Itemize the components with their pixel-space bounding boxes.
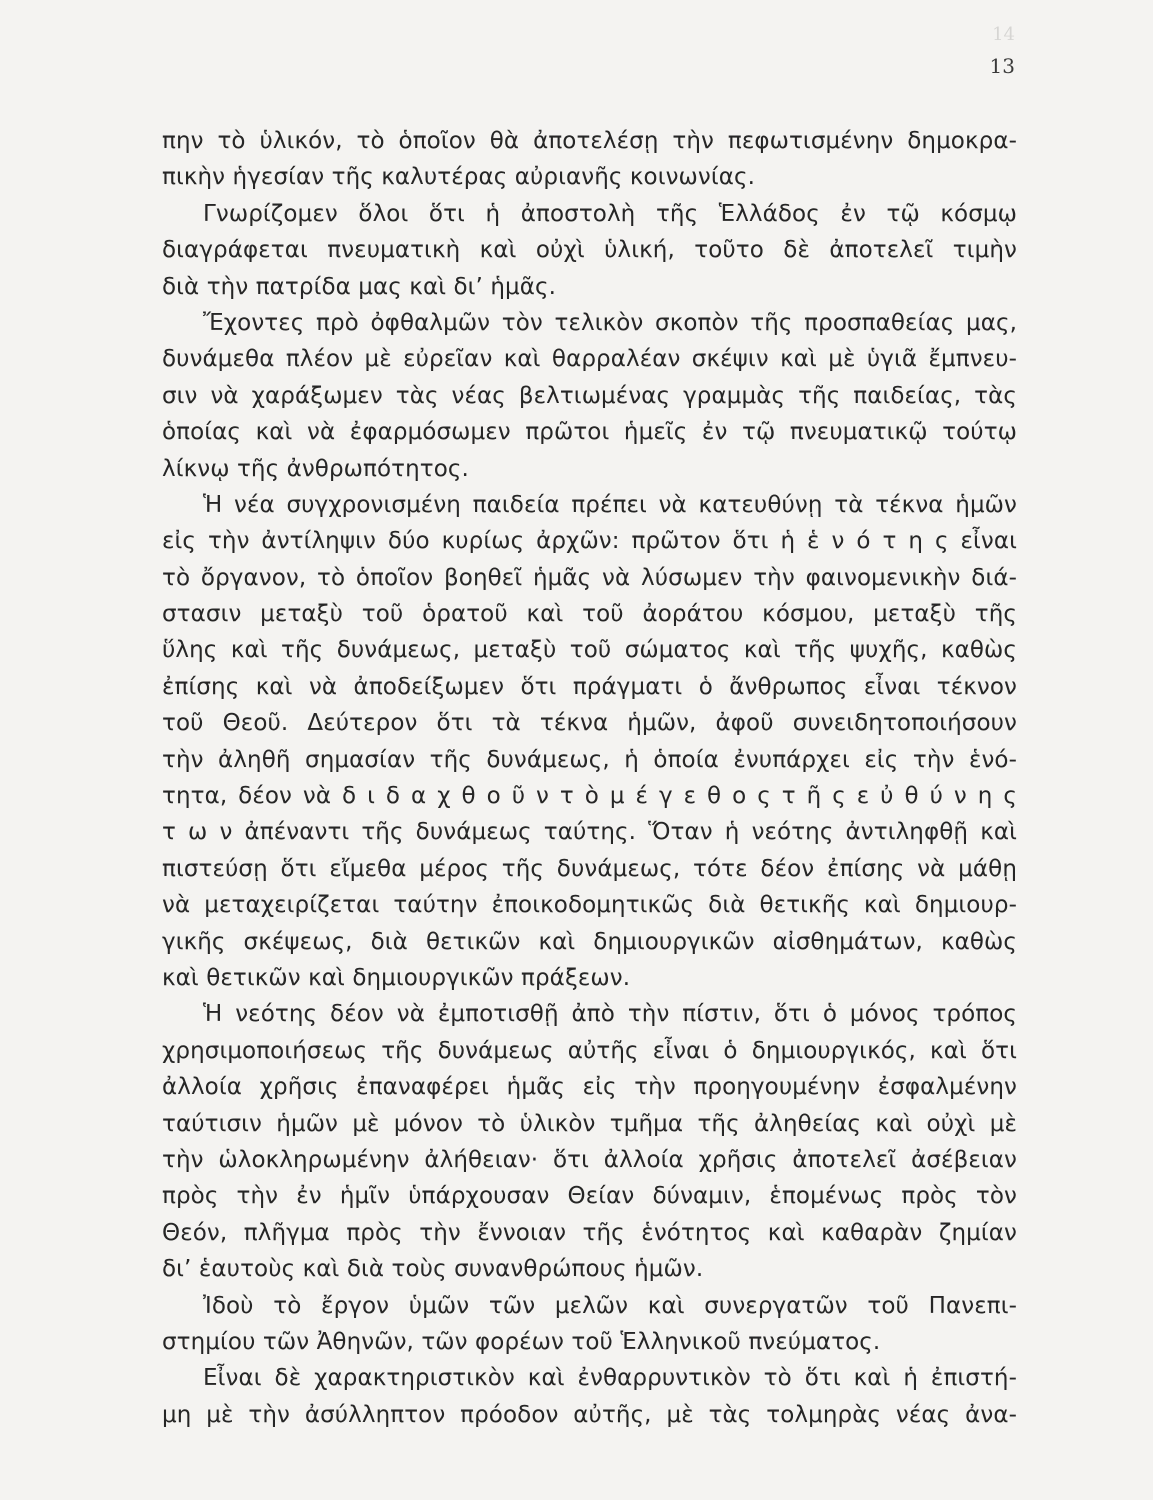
text-line: πρὸς τὴν ἐν ἡμῖν ὑπάρχουσαν Θείαν δύναμιν, ἑπομένως πρὸς τὸν <box>162 1183 1017 1210</box>
text-line: ὁποίας καὶ νὰ ἐφαρμόσωμεν πρῶτοι ἡμεῖς ἐν τῷ πνευματικῷ τούτῳ <box>162 419 1017 446</box>
ghost-page-number: 14 <box>992 24 1015 45</box>
text-line: στημίου τῶν Ἀθηνῶν, τῶν φορέων τοῦ Ἑλληνικοῦ πνεύματος. <box>162 1328 881 1355</box>
text-line: διαγράφεται πνευματικὴ καὶ οὐχὶ ὑλική, τοῦτο δὲ ἀποτελεῖ τιμὴν <box>162 237 1017 264</box>
page-number: 13 <box>989 54 1015 78</box>
text-line: δι’ ἑαυτοὺς καὶ διὰ τοὺς συνανθρώπους ἡμῶν. <box>162 1256 704 1283</box>
text-line: μη μὲ τὴν ἀσύλληπτον πρόοδον αὐτῆς, μὲ τὰς τολμηρὰς νέας ἀνα- <box>162 1401 1017 1428</box>
text-line: τὴν ἀληθῆ σημασίαν τῆς δυνάμεως, ἡ ὁποία ἐνυπάρχει εἰς τὴν ἑνό- <box>162 746 1017 773</box>
text-line: τ ω ν ἀπέναντι τῆς δυνάμεως ταύτης. Ὅταν ἡ νεότης ἀντιληφθῇ καὶ <box>162 819 1017 846</box>
text-line: Ἡ νέα συγχρονισμένη παιδεία πρέπει νὰ κατευθύνῃ τὰ τέκνα ἡμῶν <box>203 491 1017 518</box>
text-line: Ἔχοντες πρὸ ὀφθαλμῶν τὸν τελικὸν σκοπὸν τῆς προσπαθείας μας, <box>203 309 1017 336</box>
text-line: νὰ μεταχειρίζεται ταύτην ἐποικοδομητικῶς διὰ θετικῆς καὶ δημιουρ- <box>162 892 1017 919</box>
text-line: καὶ θετικῶν καὶ δημιουργικῶν πράξεων. <box>162 964 631 991</box>
text-line: ἀλλοία χρῆσις ἐπαναφέρει ἡμᾶς εἰς τὴν προηγουμένην ἐσφαλμένην <box>162 1074 1017 1101</box>
text-line: σιν νὰ χαράξωμεν τὰς νέας βελτιωμένας γραμμὰς τῆς παιδείας, τὰς <box>162 382 1017 409</box>
text-line: ταύτισιν ἡμῶν μὲ μόνον τὸ ὑλικὸν τμῆμα τῆς ἀληθείας καὶ οὐχὶ μὲ <box>162 1110 1017 1137</box>
text-line: τὸ ὄργανον, τὸ ὁποῖον βοηθεῖ ἡμᾶς νὰ λύσωμεν τὴν φαινομενικὴν διά- <box>162 564 1017 591</box>
text-line: πικὴν ἡγεσίαν τῆς καλυτέρας αὐριανῆς κοινωνίας. <box>162 164 756 191</box>
text-line: χρησιμοποιήσεως τῆς δυνάμεως αὐτῆς εἶναι ὁ δημιουργικός, καὶ ὅτι <box>162 1037 1017 1064</box>
text-line: εἰς τὴν ἀντίληψιν δύο κυρίως ἀρχῶν: πρῶτον ὅτι ἡ ἑ ν ό τ η ς εἶναι <box>162 528 1017 555</box>
text-line: Θεόν, πλῆγμα πρὸς τὴν ἔννοιαν τῆς ἑνότητος καὶ καθαρὰν ζημίαν <box>162 1219 1017 1246</box>
text-line: στασιν μεταξὺ τοῦ ὁρατοῦ καὶ τοῦ ἀοράτου κόσμου, μεταξὺ τῆς <box>162 601 1017 628</box>
text-line: διὰ τὴν πατρίδα μας καὶ δι’ ἡμᾶς. <box>162 273 557 300</box>
text-line: Εἶναι δὲ χαρακτηριστικὸν καὶ ἐνθαρρυντικὸν τὸ ὅτι καὶ ἡ ἐπιστή- <box>203 1365 1017 1392</box>
text-line: ἐπίσης καὶ νὰ ἀποδείξωμεν ὅτι πράγματι ὁ ἄνθρωπος εἶναι τέκνον <box>162 673 1017 700</box>
text-line: τὴν ὡλοκληρωμένην ἀλήθειαν· ὅτι ἀλλοία χρῆσις ἀποτελεῖ ἀσέβειαν <box>162 1146 1017 1173</box>
text-line: ὕλης καὶ τῆς δυνάμεως, μεταξὺ τοῦ σώματος καὶ τῆς ψυχῆς, καθὼς <box>162 637 1017 664</box>
text-line: λίκνῳ τῆς ἀνθρωπότητος. <box>162 455 469 482</box>
body-text <box>162 123 1017 1433</box>
text-line: πην τὸ ὑλικόν, τὸ ὁποῖον θὰ ἀποτελέσῃ τὴν πεφωτισμένην δημοκρα- <box>162 128 1017 154</box>
text-line: δυνάμεθα πλέον μὲ εὐρεῖαν καὶ θαρραλέαν σκέψιν καὶ μὲ ὑγιᾶ ἔμπνευ- <box>162 346 1017 373</box>
text-line: πιστεύσῃ ὅτι εἴμεθα μέρος τῆς δυνάμεως, τότε δέον ἐπίσης νὰ μάθῃ <box>162 855 1017 882</box>
text-line: Γνωρίζομεν ὅλοι ὅτι ἡ ἀποστολὴ τῆς Ἑλλάδος ἐν τῷ κόσμῳ <box>203 200 1017 227</box>
text-line: τητα, δέον νὰ δ ι δ α χ θ ο ῦ ν τ ὸ μ έ γ ε θ ο ς τ ῆ ς ε ὐ θ ύ ν η ς <box>162 783 1017 810</box>
text-line: γικῆς σκέψεως, διὰ θετικῶν καὶ δημιουργικῶν αἰσθημάτων, καθὼς <box>162 928 1017 955</box>
text-line: Ἡ νεότης δέον νὰ ἐμποτισθῇ ἀπὸ τὴν πίστιν, ὅτι ὁ μόνος τρόπος <box>203 1001 1017 1028</box>
text-line: Ἰδοὺ τὸ ἔργον ὑμῶν τῶν μελῶν καὶ συνεργατῶν τοῦ Πανεπι- <box>203 1292 1017 1319</box>
text-line: τοῦ Θεοῦ. Δεύτερον ὅτι τὰ τέκνα ἡμῶν, ἀφοῦ συνειδητοποιήσουν <box>162 710 1017 737</box>
